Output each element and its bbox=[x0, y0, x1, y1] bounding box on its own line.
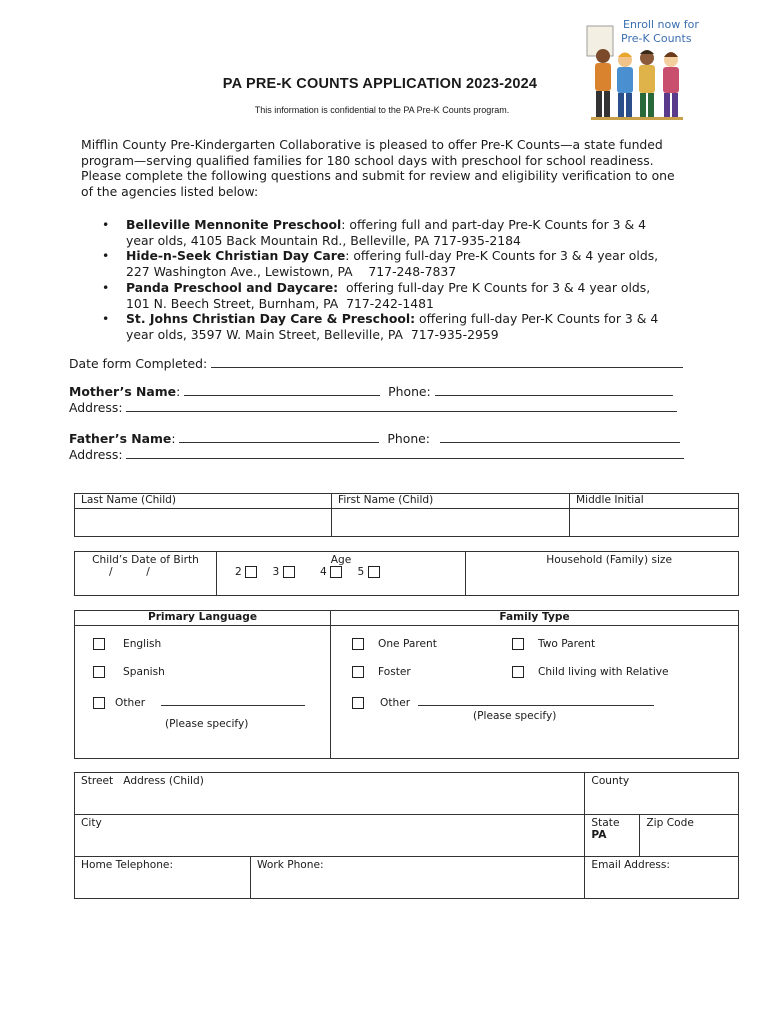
father-row: Father’s Name: Phone: bbox=[69, 431, 680, 446]
other-family-field[interactable] bbox=[418, 694, 654, 706]
street-address-cell[interactable] bbox=[75, 773, 585, 815]
family-please-specify: (Please specify) bbox=[473, 710, 557, 722]
first-name-label: First Name (Child) bbox=[332, 494, 570, 509]
home-phone-cell[interactable] bbox=[75, 857, 251, 899]
mother-address-field[interactable] bbox=[126, 400, 677, 412]
age-2-checkbox[interactable] bbox=[245, 566, 257, 578]
other-language-field[interactable] bbox=[161, 694, 305, 706]
family-type-heading: Family Type bbox=[331, 611, 739, 626]
intro-line: program—serving qualified families for 180 school days with preschool for school readiness. bbox=[81, 152, 654, 168]
zip-cell[interactable] bbox=[640, 815, 739, 857]
other-language-checkbox[interactable] bbox=[93, 697, 105, 709]
last-name-input[interactable] bbox=[75, 509, 332, 537]
dob-label: Child’s Date of Birth bbox=[92, 554, 199, 566]
agency-item: • Hide-n-Seek Christian Day Care: offering full-day Pre-K Counts for 3 & 4 year olds, 227 Washington Ave., Lewistown, PA 717-248-7837 bbox=[98, 248, 658, 279]
street-address-label: Street Address (Child) bbox=[81, 775, 204, 787]
primary-language-heading: Primary Language bbox=[75, 611, 331, 626]
age-4-checkbox[interactable] bbox=[330, 566, 342, 578]
first-name-input[interactable] bbox=[332, 509, 570, 537]
household-cell[interactable] bbox=[466, 552, 739, 596]
father-address-row: Address: bbox=[69, 447, 684, 462]
other-language-label: Other bbox=[115, 697, 146, 709]
agency-item: • St. Johns Christian Day Care & Preschool: offering full-day Per-K Counts for 3 & 4 year olds, 3597 W. Main Street, Belleville, PA 717-935-2959 bbox=[98, 311, 658, 342]
city-cell[interactable] bbox=[75, 815, 585, 857]
mother-row: Mother’s Name: Phone: bbox=[69, 384, 673, 399]
two-parent-checkbox[interactable] bbox=[512, 638, 524, 650]
father-name-label: Father’s Name bbox=[69, 431, 172, 446]
household-label: Household (Family) size bbox=[546, 554, 672, 566]
english-checkbox[interactable] bbox=[93, 638, 105, 650]
age-cell: Age 2 3 4 5 bbox=[217, 552, 466, 596]
mother-address-row: Address: bbox=[69, 400, 677, 415]
age-5-checkbox[interactable] bbox=[368, 566, 380, 578]
agency-item: • Belleville Mennonite Preschool: offering full and part-day Pre-K Counts for 3 & 4 year olds, 4105 Back Mountain Rd., Belleville, PA 717-935-2184 bbox=[98, 217, 658, 248]
last-name-label: Last Name (Child) bbox=[75, 494, 332, 509]
intro-line: Mifflin County Pre-Kindergarten Collaborative is pleased to offer Pre-K Counts—a state funded bbox=[81, 137, 663, 152]
mother-name-field[interactable] bbox=[184, 384, 380, 396]
intro-line: of the agencies listed below: bbox=[81, 184, 259, 200]
father-address-field[interactable] bbox=[126, 447, 684, 459]
city-label: City bbox=[81, 817, 102, 829]
county-cell[interactable] bbox=[585, 773, 739, 815]
logo-text-2: Pre-K Counts bbox=[621, 32, 692, 45]
child-name-table bbox=[74, 493, 739, 537]
family-type-options bbox=[331, 626, 739, 759]
other-family-checkbox[interactable] bbox=[352, 697, 364, 709]
language-family-table bbox=[74, 610, 739, 759]
age-label: Age bbox=[330, 554, 352, 566]
father-name-field[interactable] bbox=[179, 431, 379, 443]
language-please-specify: (Please specify) bbox=[165, 718, 249, 730]
one-parent-label: One Parent bbox=[378, 638, 437, 650]
intro-paragraph bbox=[81, 137, 701, 200]
father-phone-field[interactable] bbox=[440, 431, 680, 443]
age-3-checkbox[interactable] bbox=[283, 566, 295, 578]
mother-phone-field[interactable] bbox=[435, 384, 673, 396]
state-cell bbox=[585, 815, 640, 857]
father-phone-label: Phone: bbox=[387, 431, 430, 446]
middle-initial-label: Middle Initial bbox=[570, 494, 739, 509]
email-cell[interactable] bbox=[585, 857, 739, 899]
logo-text-1: Enroll now for bbox=[623, 18, 699, 31]
child-relative-checkbox[interactable] bbox=[512, 666, 524, 678]
two-parent-label: Two Parent bbox=[538, 638, 596, 650]
foster-checkbox[interactable] bbox=[352, 666, 364, 678]
english-label: English bbox=[123, 638, 162, 650]
language-options bbox=[75, 626, 331, 759]
form-title: PA PRE-K COUNTS APPLICATION 2023-2024 bbox=[222, 76, 538, 92]
date-completed-field[interactable] bbox=[211, 356, 683, 368]
zip-label: Zip Code bbox=[646, 817, 694, 829]
dob-cell[interactable] bbox=[75, 552, 217, 596]
email-label: Email Address: bbox=[591, 859, 670, 871]
middle-initial-input[interactable] bbox=[570, 509, 739, 537]
pre-k-counts-logo bbox=[585, 14, 705, 126]
spanish-checkbox[interactable] bbox=[93, 666, 105, 678]
foster-label: Foster bbox=[378, 666, 411, 678]
address-table bbox=[74, 772, 739, 899]
mother-name-label: Mother’s Name bbox=[69, 384, 177, 399]
spanish-label: Spanish bbox=[123, 666, 165, 678]
state-label: State bbox=[591, 817, 620, 829]
agency-item: • Panda Preschool and Daycare: offering full-day Pre K Counts for 3 & 4 year olds, 101 N. Beech Street, Burnham, PA 717-242-1481 bbox=[98, 280, 658, 311]
other-family-label: Other bbox=[380, 697, 411, 709]
mother-phone-label: Phone: bbox=[388, 384, 431, 399]
work-phone-cell[interactable] bbox=[251, 857, 585, 899]
dob-slashes: / / bbox=[109, 566, 150, 578]
child-relative-label: Child living with Relative bbox=[538, 666, 669, 678]
home-phone-label: Home Telephone: bbox=[81, 859, 174, 871]
one-parent-checkbox[interactable] bbox=[352, 638, 364, 650]
county-label: County bbox=[591, 775, 630, 787]
work-phone-label: Work Phone: bbox=[257, 859, 324, 871]
dob-age-table bbox=[74, 551, 739, 596]
intro-line: Please complete the following questions and submit for review and eligibility verification to one bbox=[81, 168, 675, 184]
state-value: PA bbox=[591, 829, 607, 841]
date-completed-row: Date form Completed: bbox=[69, 356, 683, 371]
confidential-note: This information is confidential to the PA Pre-K Counts program. bbox=[254, 105, 510, 115]
agency-list bbox=[98, 217, 658, 343]
